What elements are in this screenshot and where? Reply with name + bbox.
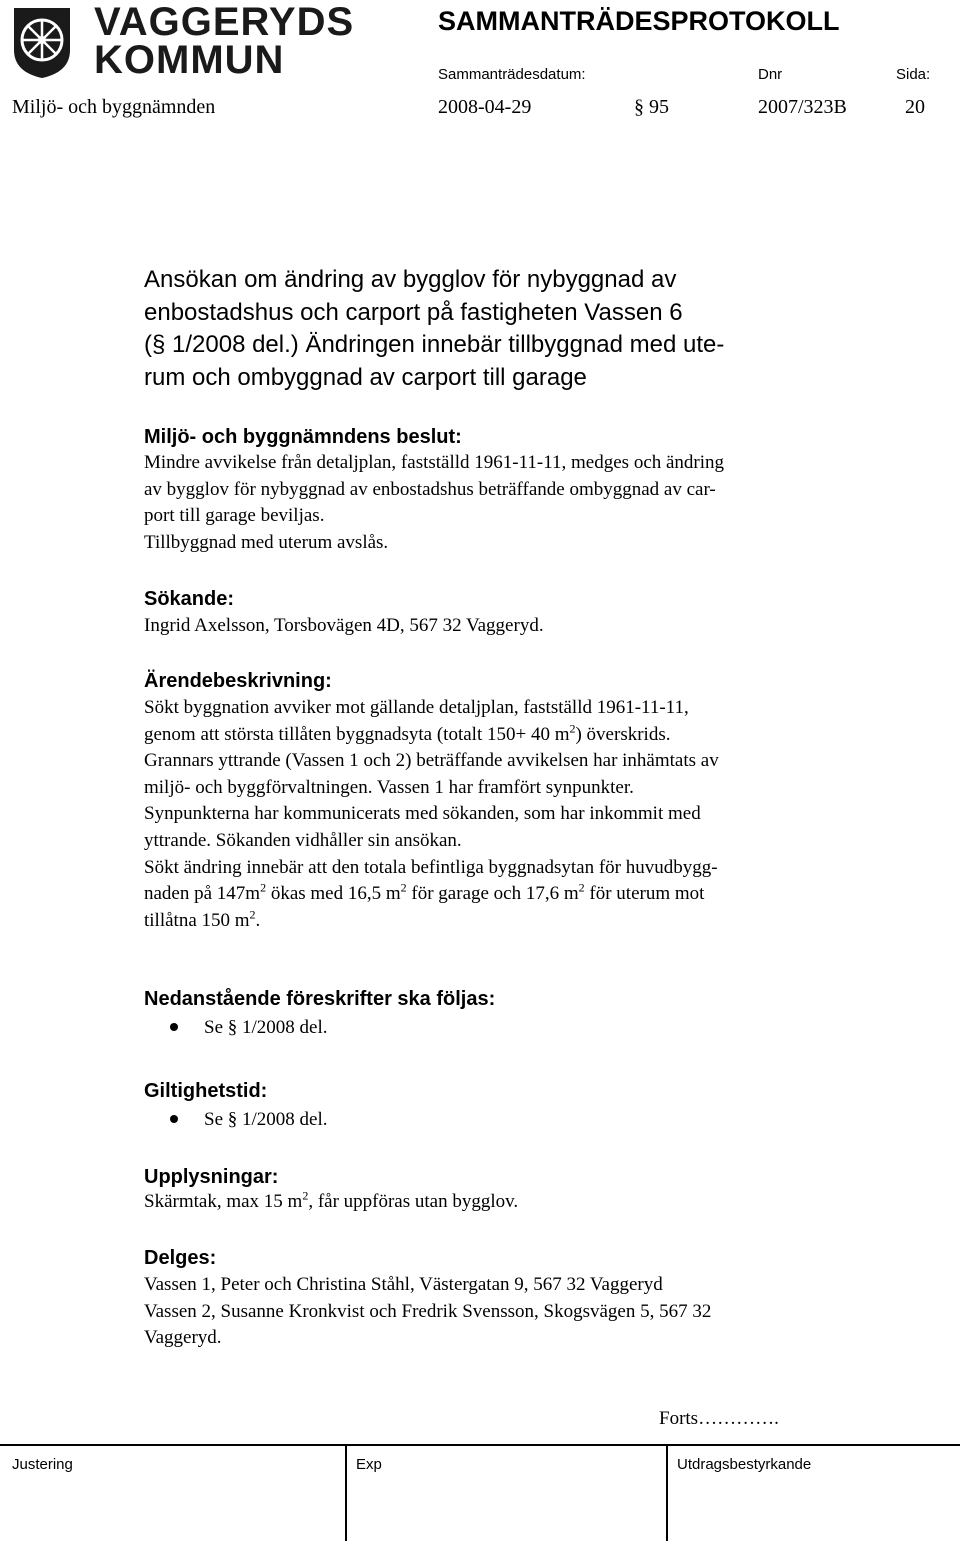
description-fragment: naden på 147m xyxy=(144,883,261,905)
description-line: yttrande. Sökanden vidhåller sin ansökan. xyxy=(144,829,462,851)
decision-heading: Miljö- och byggnämndens beslut: xyxy=(144,426,462,448)
distribution-line: Vassen 1, Peter och Christina Ståhl, Västergatan 9, 567 32 Vaggeryd xyxy=(144,1274,663,1295)
decision-line: av bygglov för nybyggnad av enbostadshus beträffande ombyggnad av car- xyxy=(144,478,716,500)
description-fragment: ) överskrids. xyxy=(575,723,671,745)
footer-column-divider xyxy=(345,1446,347,1541)
description-line xyxy=(144,881,872,908)
org-name-line2: KOMMUN xyxy=(94,38,285,82)
superscript: 2 xyxy=(578,880,585,895)
continued-marker: Forts…………. xyxy=(659,1408,779,1429)
description-line: miljö- och byggförvaltningen. Vassen 1 har framfört synpunkter. xyxy=(144,776,634,798)
decision-line: Tillbyggnad med uterum avslås. xyxy=(144,531,389,553)
page-number: 20 xyxy=(905,96,925,118)
case-heading xyxy=(144,264,864,394)
distribution-text xyxy=(144,1272,872,1352)
description-line: Sökt ändring innebär att den totala befintliga byggnadsytan för huvudbygg- xyxy=(144,856,718,878)
decision-line: Mindre avvikelse från detaljplan, fastställd 1961-11-11, medges och ändring xyxy=(144,452,725,473)
description-fragment: genom att största tillåten byggnadsyta (totalt 150+ 40 m xyxy=(144,723,570,745)
info-fragment: Skärmtak, max 15 m xyxy=(144,1191,303,1212)
superscript: 2 xyxy=(302,1188,309,1203)
distribution-line: Vaggeryd. xyxy=(144,1327,222,1349)
description-fragment: för garage och 17,6 m xyxy=(406,883,579,905)
paragraph-number: § 95 xyxy=(634,96,669,118)
utdrag-label: Utdragsbestyrkande xyxy=(677,1456,812,1473)
superscript: 2 xyxy=(400,880,407,895)
description-line: Sökt byggnation avviker mot gällande detaljplan, fastställd 1961-11-11, xyxy=(144,697,689,718)
document-title: SAMMANTRÄDESPROTOKOLL xyxy=(438,6,840,36)
case-heading-line: (§ 1/2008 del.) Ändringen innebär tillbyggnad med ute- xyxy=(144,331,725,358)
info-text xyxy=(144,1189,872,1216)
footer-divider xyxy=(0,1444,960,1446)
case-heading-line: rum och ombyggnad av carport till garage xyxy=(144,363,587,391)
description-fragment: ökas med 16,5 m xyxy=(266,883,401,905)
dnr-label: Dnr xyxy=(758,66,783,83)
description-line xyxy=(144,908,872,935)
municipality-emblem-icon xyxy=(12,6,72,80)
info-fragment: , får uppföras utan bygglov. xyxy=(308,1191,519,1212)
org-name-line1: VAGGERYDS xyxy=(94,0,355,44)
bullet-icon xyxy=(170,1023,178,1031)
description-line: Grannars yttrande (Vassen 1 och 2) beträffande avvikelsen har inhämtats av xyxy=(144,750,719,772)
distribution-heading: Delges: xyxy=(144,1247,217,1269)
superscript: 2 xyxy=(249,907,256,922)
description-line: Synpunkterna har kommunicerats med sökanden, som har inkommit med xyxy=(144,803,701,825)
validity-item-text: Se § 1/2008 del. xyxy=(204,1109,328,1130)
decision-text xyxy=(144,450,872,556)
regulations-item-text: Se § 1/2008 del. xyxy=(204,1017,328,1038)
case-heading-line: Ansökan om ändring av bygglov för nybyggnad av xyxy=(144,266,677,293)
page-label: Sida: xyxy=(896,66,931,83)
committee-name: Miljö- och byggnämnden xyxy=(12,96,216,118)
superscript: 2 xyxy=(260,880,267,895)
case-heading-line: enbostadshus och carport på fastigheten Vassen 6 xyxy=(144,298,683,326)
dnr-value: 2007/323B xyxy=(758,96,847,118)
superscript: 2 xyxy=(569,721,576,736)
description-heading: Ärendebeskrivning: xyxy=(144,670,332,692)
meeting-date-label: Sammanträdesdatum: xyxy=(438,66,586,83)
description-line xyxy=(144,722,872,749)
validity-item xyxy=(170,1107,328,1133)
applicant-text: Ingrid Axelsson, Torsbovägen 4D, 567 32 Vaggeryd. xyxy=(144,615,544,636)
decision-line: port till garage beviljas. xyxy=(144,505,325,527)
regulations-heading: Nedanstående föreskrifter ska följas: xyxy=(144,988,496,1010)
justering-label: Justering xyxy=(12,1456,73,1473)
footer-column-divider xyxy=(666,1446,668,1541)
exp-label: Exp xyxy=(356,1456,382,1473)
validity-heading: Giltighetstid: xyxy=(144,1080,268,1102)
regulations-item xyxy=(170,1015,328,1041)
description-fragment: tillåtna 150 m xyxy=(144,909,250,931)
applicant-heading: Sökande: xyxy=(144,588,235,610)
description-fragment: för uterum mot xyxy=(584,883,705,905)
bullet-icon xyxy=(170,1115,178,1123)
description-text xyxy=(144,695,872,934)
info-heading: Upplysningar: xyxy=(144,1166,279,1188)
distribution-line: Vassen 2, Susanne Kronkvist och Fredrik Svensson, Skogsvägen 5, 567 32 xyxy=(144,1300,712,1322)
meeting-date: 2008-04-29 xyxy=(438,96,532,118)
description-fragment: . xyxy=(255,909,261,931)
